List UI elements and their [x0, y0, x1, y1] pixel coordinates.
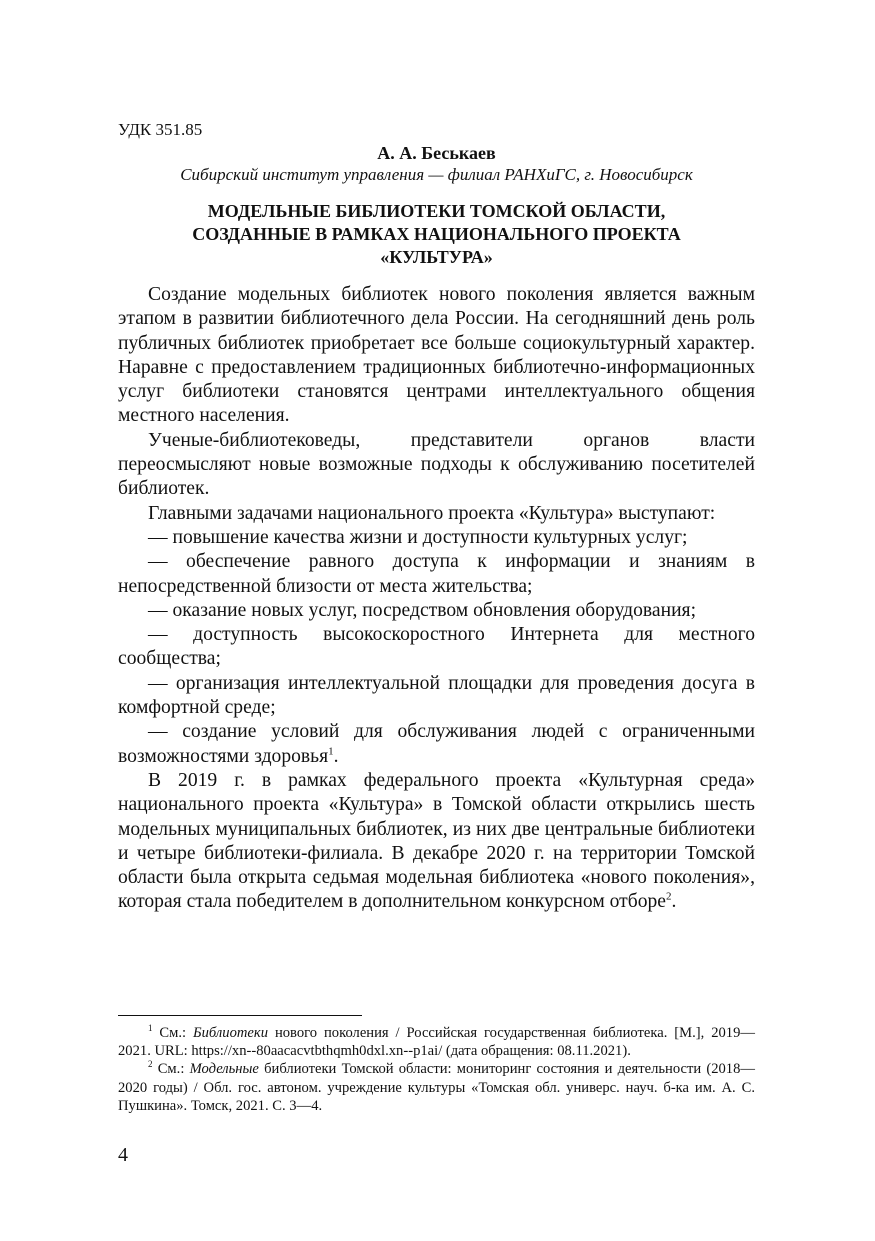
footnote-text: библиотеки Томской области: мониторинг состояния и деятельности (2018—2020 годы) / Обл. гос. автоном. учреждение культуры «Томская обл. универс. науч. б-ка им. А. С. Пушкина». Томск, 2021. С. 3—4. — [118, 1061, 755, 1114]
list-item: — повышение качества жизни и доступности культурных услуг; — [148, 526, 688, 548]
author-affiliation: Сибирский институт управления — филиал РАНХиГС, г. Новосибирск — [180, 165, 693, 184]
paragraph: Ученые-библиотековеды, представители органов власти переосмысляют новые возможные подходы к обслуживанию посетителей библиотек. — [118, 429, 755, 500]
footnote-italic: Модельные — [189, 1061, 259, 1078]
footnote-lead: См.: — [152, 1061, 190, 1078]
punctuation: . — [671, 891, 677, 913]
title-line: СОЗДАННЫЕ В РАМКАХ НАЦИОНАЛЬНОГО ПРОЕКТА — [192, 224, 681, 244]
list-item: — оказание новых услуг, посредством обновления оборудования; — [148, 599, 697, 621]
paragraph: Главными задачами национального проекта «Культура» выступают: — [148, 502, 716, 524]
paragraph — [118, 769, 755, 915]
footnote — [118, 1024, 755, 1060]
author-name: А. А. Беськаев — [377, 143, 496, 163]
list-item: — обеспечение равного доступа к информации и знаниям в непосредственной близости от места жительства; — [118, 551, 755, 597]
footnote — [118, 1060, 755, 1115]
punctuation: . — [333, 745, 339, 767]
list-item-text: — создание условий для обслуживания людей с ограниченными возможностями здоровья — [118, 721, 755, 767]
footnote-divider — [118, 1015, 362, 1016]
footnote-lead: См.: — [152, 1025, 194, 1041]
title-line: «КУЛЬТУРА» — [380, 247, 493, 267]
footnote-text: нового поколения / Российская государственная библиотека. [М.], 2019—2021. URL: https://xn--80aacacvtbthqmh0dxl.xn--p1ai/ (дата обращения: 08.11.2021). — [118, 1025, 755, 1060]
footnote-ref[interactable]: 1 — [328, 745, 334, 758]
footnote-italic: Библиотеки — [193, 1025, 269, 1041]
article-body — [118, 283, 755, 915]
footnote-number: 1 — [148, 1023, 153, 1034]
footnote-ref[interactable]: 2 — [666, 890, 672, 903]
footnotes — [118, 1024, 755, 1115]
list-item: — доступность высокоскоростного Интернета для местного сообщества; — [118, 624, 755, 670]
footnote-number: 2 — [148, 1059, 153, 1070]
list-item: — организация интеллектуальной площадки для проведения досуга в комфортной среде; — [118, 672, 755, 719]
page-number: 4 — [118, 1144, 128, 1166]
paragraph: Создание модельных библиотек нового поколения является важным этапом в развитии библиотечного дела России. На сегодняшний день роль публичных библиотек приобретает все больше социокультурный характер. Наравне с предоставлением традиционных библиотечно-информационных услуг библиотеки становятся центрами интеллектуального общения местного населения. — [118, 284, 755, 427]
udk-code: УДК 351.85 — [118, 120, 203, 139]
paragraph-text: В 2019 г. в рамках федерального проекта «Культурная среда» национального проекта «Культура» в Томской области открылись шесть модельных муниципальных библиотек, из них две центральные библиотеки и четыре библиотеки-филиала. В декабре 2020 г. на территории Томской области была открыта седьмая модельная библиотека «нового поколения», которая стала победителем в дополнительном конкурсном отборе — [118, 769, 755, 913]
list-item — [118, 720, 755, 769]
title-line: МОДЕЛЬНЫЕ БИБЛИОТЕКИ ТОМСКОЙ ОБЛАСТИ, — [207, 201, 666, 221]
article-title — [118, 200, 755, 269]
